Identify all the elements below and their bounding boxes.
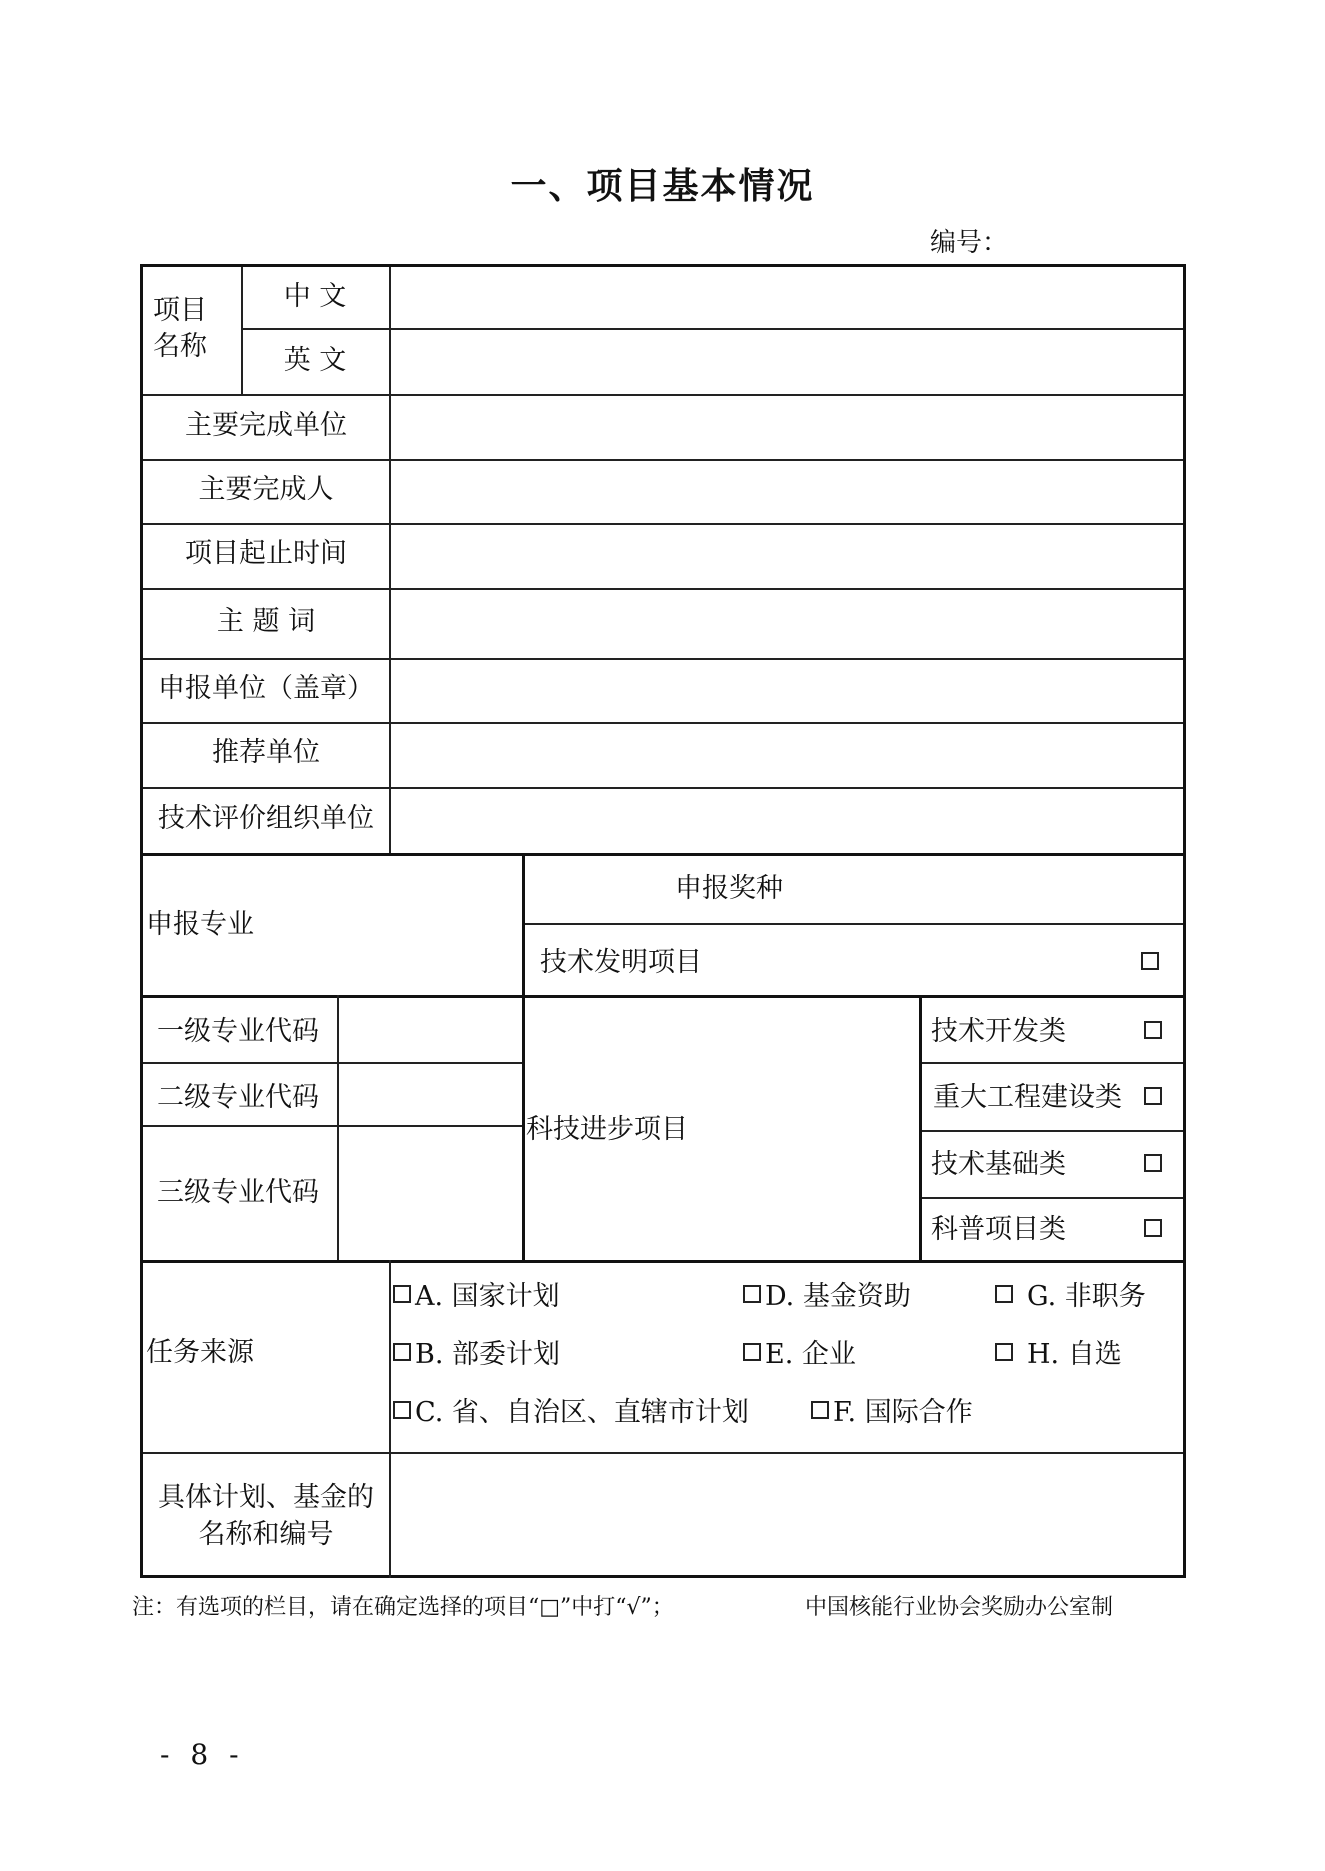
- project-info-form: [140, 264, 1186, 1578]
- project-name-english-field[interactable]: [393, 332, 1181, 392]
- plan-name-field[interactable]: [393, 1456, 1181, 1574]
- main-unit-field[interactable]: [393, 397, 1181, 457]
- source-option-g[interactable]: G. 非职务: [995, 1274, 1146, 1313]
- project-name-chinese-field[interactable]: [393, 269, 1181, 327]
- main-person-label: 主要完成人: [198, 474, 334, 505]
- progress-label: 科技进步项目: [526, 1114, 688, 1145]
- category-popular-science-label: 科普项目类: [931, 1214, 1066, 1245]
- plan-name-label-2: 名称和编号: [198, 1519, 334, 1550]
- source-option-e[interactable]: E. 企业: [743, 1332, 856, 1371]
- category-major-project-label: 重大工程建设类: [933, 1082, 1122, 1113]
- tech-dev-checkbox[interactable]: [1144, 1021, 1162, 1039]
- source-b-checkbox[interactable]: [393, 1343, 411, 1361]
- recommender-field[interactable]: [393, 725, 1181, 785]
- source-h-checkbox[interactable]: [995, 1343, 1013, 1361]
- level1-code-label: 一级专业代码: [157, 1016, 319, 1047]
- keywords-field[interactable]: [393, 591, 1181, 656]
- page-number: - 8 -: [160, 1738, 245, 1771]
- major-project-checkbox[interactable]: [1144, 1087, 1162, 1105]
- main-person-field[interactable]: [393, 462, 1181, 521]
- source-g-checkbox[interactable]: [995, 1285, 1013, 1303]
- tech-basic-checkbox[interactable]: [1144, 1154, 1162, 1172]
- evaluator-field[interactable]: [393, 790, 1181, 851]
- source-option-a[interactable]: A. 国家计划: [393, 1274, 560, 1313]
- source-option-d[interactable]: D. 基金资助: [743, 1274, 911, 1313]
- source-f-checkbox[interactable]: [811, 1401, 829, 1419]
- source-a-checkbox[interactable]: [393, 1285, 411, 1303]
- category-tech-dev-label: 技术开发类: [931, 1016, 1066, 1047]
- english-label: 英 文: [283, 345, 347, 376]
- invention-label: 技术发明项目: [540, 947, 702, 978]
- level1-code-field[interactable]: [341, 999, 521, 1060]
- popular-science-checkbox[interactable]: [1144, 1219, 1162, 1237]
- task-source-label: 任务来源: [146, 1337, 254, 1368]
- source-option-h[interactable]: H. 自选: [995, 1332, 1122, 1371]
- award-type-header: 申报奖种: [675, 873, 783, 904]
- main-unit-label: 主要完成单位: [185, 410, 347, 441]
- number-label: 编号：: [930, 228, 1009, 258]
- project-name-label-1: 项目: [153, 295, 207, 326]
- keywords-label: 主 题 词: [216, 606, 316, 637]
- source-d-checkbox[interactable]: [743, 1285, 761, 1303]
- level2-code-field[interactable]: [341, 1065, 521, 1123]
- source-c-checkbox[interactable]: [393, 1401, 411, 1419]
- recommender-label: 推荐单位: [212, 737, 320, 768]
- invention-checkbox[interactable]: [1141, 952, 1159, 970]
- source-option-b[interactable]: B. 部委计划: [393, 1332, 560, 1371]
- level2-code-label: 二级专业代码: [157, 1082, 319, 1113]
- plan-name-label-1: 具体计划、基金的: [158, 1482, 374, 1513]
- level3-code-field[interactable]: [341, 1128, 521, 1258]
- issuer-note: 中国核能行业协会奖励办公室制: [805, 1595, 1114, 1620]
- page-title: 一、项目基本情况: [510, 166, 815, 207]
- chinese-label: 中 文: [283, 281, 347, 312]
- category-tech-basic-label: 技术基础类: [931, 1149, 1066, 1180]
- source-option-f[interactable]: F. 国际合作: [811, 1390, 973, 1429]
- level3-code-label: 三级专业代码: [157, 1177, 319, 1208]
- specialty-label: 申报专业: [146, 909, 254, 940]
- applicant-field[interactable]: [393, 661, 1181, 720]
- evaluator-label: 技术评价组织单位: [158, 803, 374, 834]
- project-name-label-2: 名称: [153, 331, 207, 362]
- time-range-label: 项目起止时间: [185, 538, 347, 569]
- source-e-checkbox[interactable]: [743, 1343, 761, 1361]
- source-option-c[interactable]: C. 省、自治区、直辖市计划: [393, 1390, 749, 1429]
- time-range-field[interactable]: [393, 526, 1181, 586]
- applicant-label: 申报单位（盖章）: [158, 673, 374, 704]
- footnote: 注：有选项的栏目，请在确定选择的项目“□”中打“√”；: [132, 1595, 674, 1620]
